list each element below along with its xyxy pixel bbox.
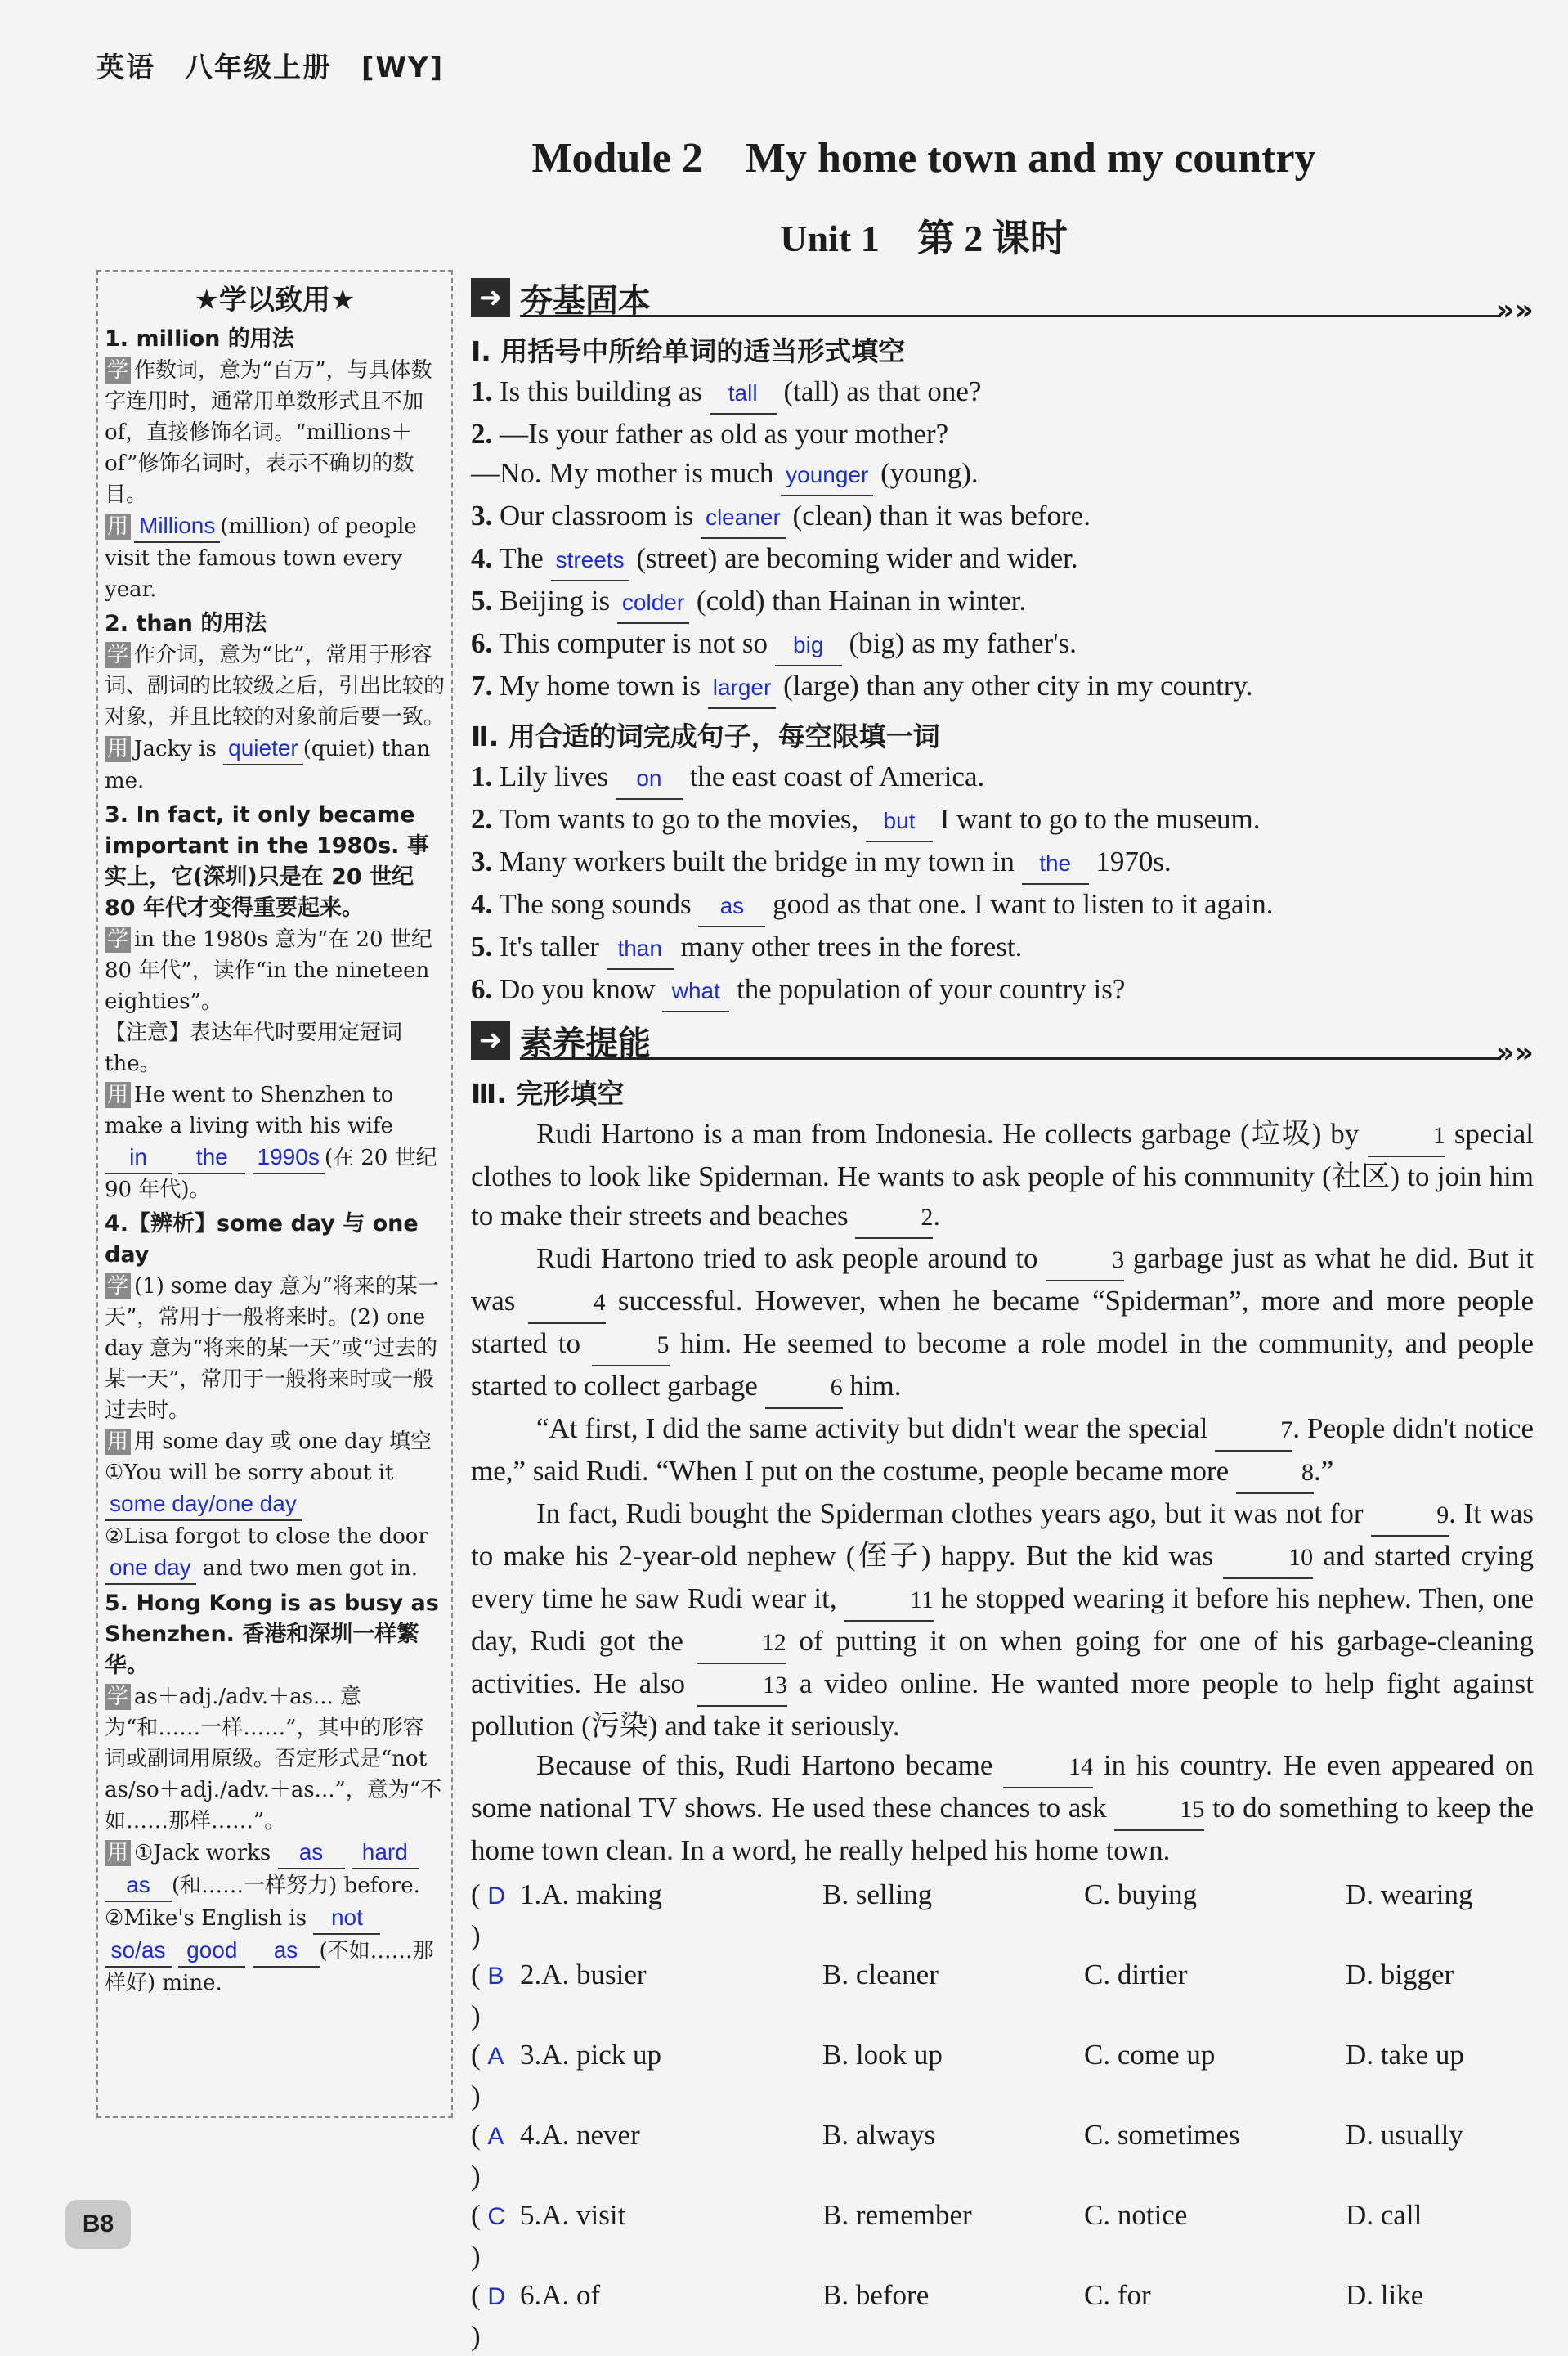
question-number: 5.: [471, 931, 493, 963]
exercise-list: [471, 372, 1534, 709]
choice-option-b: B. before: [822, 2279, 930, 2311]
cloze-blank: 12: [697, 1623, 786, 1664]
answer-text: one day: [105, 1552, 196, 1585]
question-text: —Is your father as old as your mother?: [500, 418, 949, 450]
choice-option-b: B. selling: [822, 1878, 933, 1910]
section-bar: [471, 1017, 1534, 1070]
answer-text: cleaner: [701, 498, 786, 539]
use-tag: 用: [105, 736, 131, 762]
question-text: (tall) as that one?: [783, 375, 982, 407]
use-tag: 用: [105, 1429, 131, 1455]
question-number: 3.: [471, 846, 493, 877]
choice-option-c: C. dirtier: [1084, 1959, 1188, 1990]
answer-text: 1990s: [253, 1142, 325, 1174]
question-text: Beijing is: [500, 585, 611, 617]
choice-option-b: B. remember: [822, 2199, 972, 2231]
sidebar-explanation: as＋adj./adv.＋as... 意为“和……一样……”，其中的形容词或副词用原级。否定形式是“not as/so＋adj./adv.＋as...”，意为“不如……那样……”。: [105, 1685, 442, 1833]
answer-text: but: [866, 801, 933, 842]
book-header: 英语 八年级上册 [WY]: [96, 52, 445, 84]
question-row: [471, 372, 1534, 415]
choice-option-c: C. notice: [1084, 2199, 1188, 2231]
section-bar: [471, 275, 1534, 327]
question-number: 4.: [471, 542, 493, 574]
choice-option-a: A. busier: [541, 1959, 647, 1990]
passage-paragraph: Rudi Hartono is a man from Indonesia. He collects garbage (垃圾) by 1 special clothes to look like Spiderman. He wants to ask people of his community (社区) to join him to make their streets and beaches 2.: [471, 1115, 1534, 1239]
question-row: [471, 885, 1534, 927]
sidebar-exercise: ②Mike's English is: [105, 1906, 307, 1931]
question-number: 1.: [471, 761, 493, 792]
cloze-blank: 15: [1114, 1790, 1204, 1831]
answer-text: as: [105, 1869, 172, 1902]
answer-text: as: [253, 1935, 320, 1968]
question-number: 5.: [471, 585, 493, 617]
sidebar-item-head: 3. In fact, it only became important in the 1980s. 事实上，它(深圳)只是在 20 世纪 80 年代才变得重要起来。: [105, 802, 429, 921]
question-row: [471, 415, 1534, 454]
choice-option-b: B. look up: [822, 2039, 943, 2071]
choice-option: [520, 2196, 822, 2276]
question-number: 6.: [471, 627, 493, 659]
choice-answer: ( A ): [471, 2039, 504, 2111]
exercise-list: [471, 757, 1534, 1012]
exercise-title: Ⅲ. 完形填空: [471, 1078, 625, 1110]
page-number: B8: [65, 2200, 131, 2249]
cloze-blank: 2: [855, 1198, 933, 1239]
question-row: [471, 927, 1534, 970]
choice-answer: ( B ): [471, 1959, 504, 2031]
passage-paragraph: In fact, Rudi bought the Spiderman clothes years ago, but it was not for 9. It was to make his 2-year-old nephew (侄子) happy. But the kid was 10 and started crying every time he saw Rudi wear it, 11 he stopped wearing it before his nephew. Then, one day, Rudi got the 12 of putting it on when going for one of his garbage-cleaning activities. He also 13 a video online. He wanted more people to help fight against pollution (污染) and take it seriously.: [471, 1497, 1534, 1742]
choice-option-d: D. like: [1346, 2279, 1424, 2311]
choice-number: 1.: [520, 1878, 542, 1910]
sidebar-item-head: 1. million 的用法: [105, 326, 294, 352]
sidebar-exercise: ②Lisa forgot to close the door: [105, 1524, 428, 1549]
question-row: [471, 624, 1534, 666]
choice-option-d: D. wearing: [1346, 1878, 1473, 1910]
answer-text: larger: [708, 668, 777, 709]
sidebar-note: 【注意】表达年代时要用定冠词 the。: [105, 1021, 403, 1076]
choice-option-a: A. never: [541, 2119, 640, 2151]
sidebar-exercise: and two men got in.: [202, 1556, 419, 1581]
use-tag: 用: [105, 1082, 131, 1108]
choice-option-c: C. sometimes: [1084, 2119, 1240, 2151]
choice-row: [471, 2276, 1534, 2356]
choice-number: 4.: [520, 2119, 542, 2151]
section-bar-title: 素养提能: [520, 1025, 651, 1062]
choice-answer: ( C ): [471, 2199, 506, 2272]
sidebar-explanation: 作数词，意为“百万”，与具体数字连用时，通常用单数形式且不加 of，直接修饰名词。“millions＋of”修饰名词时，表示不确切的数目。: [105, 358, 432, 507]
choice-option-c: C. buying: [1084, 1878, 1198, 1910]
arrow-icon: ➜: [471, 278, 510, 317]
choice-option-a: A. pick up: [541, 2039, 662, 2071]
cloze-blank: 8: [1236, 1453, 1314, 1494]
choice-row: [471, 2116, 1534, 2196]
sidebar-item: [105, 1209, 445, 1585]
learn-tag: 学: [105, 357, 131, 384]
question-row: [471, 970, 1534, 1012]
answer-text: quieter: [223, 733, 303, 765]
question-text: —No. My mother is much: [471, 457, 774, 489]
sidebar-item: [105, 800, 445, 1205]
learn-tag: 学: [105, 1273, 131, 1299]
question-text: The song sounds: [499, 888, 692, 920]
sidebar-exercise: (million) of people visit the famous town every year.: [105, 514, 417, 602]
answer-text: good: [178, 1935, 245, 1968]
question-text: The: [499, 542, 544, 574]
sidebar-exercise: ①Jack works: [134, 1841, 271, 1865]
passage-paragraph: Because of this, Rudi Hartono became 14 in his country. He even appeared on some national TV shows. He used these chances to ask 15 to do something to keep the home town clean. In a word, he really helped his home town.: [471, 1749, 1534, 1866]
choice-number: 6.: [520, 2279, 542, 2311]
question-row: [471, 496, 1534, 539]
chosen-answer: A: [487, 2123, 504, 2150]
cloze-blank: 7: [1215, 1411, 1292, 1452]
question-text: Many workers built the bridge in my town in: [500, 846, 1015, 877]
choice-option: [520, 2035, 822, 2116]
answer-text: than: [607, 929, 674, 970]
choice-answer: ( D ): [471, 2279, 506, 2352]
answer-text: the: [178, 1142, 245, 1174]
passage-paragraph: Rudi Hartono tried to ask people around to 3 garbage just as what he did. But it was 4 successful. However, when he became “Spiderman”, more and more people started to 5 him. He seemed to become a role model in the community, and people started to collect garbage 6 him.: [471, 1239, 1534, 1409]
choice-option-c: C. come up: [1084, 2039, 1216, 2071]
cloze-blank: 11: [844, 1581, 934, 1622]
cloze-blank: 13: [697, 1666, 787, 1707]
choice-answer: ( A ): [471, 2119, 504, 2192]
sidebar-exercise: He went to Shenzhen to make a living with his wife: [105, 1083, 394, 1138]
choice-list: [471, 1875, 1534, 2356]
sidebar-heading: ★学以致用★: [194, 284, 356, 316]
question-number: 3.: [471, 500, 493, 532]
cloze-blank: 14: [1003, 1748, 1093, 1788]
choice-option-b: B. cleaner: [822, 1959, 939, 1990]
question-text: My home town is: [500, 670, 701, 702]
choice-row: [471, 2035, 1534, 2116]
passage-paragraph: “At first, I did the same activity but didn't wear the special 7. People didn't notice me,” said Rudi. “When I put on the costume, people became more 8.”: [471, 1409, 1534, 1494]
answer-text: what: [662, 972, 729, 1012]
choice-number: 5.: [520, 2199, 542, 2231]
answer-text: some day/one day: [105, 1488, 302, 1521]
question-text: the population of your country is?: [737, 973, 1126, 1005]
question-row: [471, 581, 1534, 624]
choice-option-c: C. for: [1084, 2279, 1151, 2311]
question-number: 4.: [471, 888, 493, 920]
sidebar-exercise: (不如……那样好) mine.: [105, 1939, 434, 1995]
question-text: the east coast of America.: [689, 761, 985, 792]
learn-tag: 学: [105, 642, 131, 668]
question-row: [471, 454, 1534, 496]
chosen-answer: D: [487, 2283, 506, 2310]
question-row: [471, 800, 1534, 842]
answer-text: so/as: [105, 1935, 172, 1968]
choice-row: [471, 1875, 1534, 1955]
sidebar-item-head: 4.【辨析】some day 与 one day: [105, 1211, 419, 1268]
answer-text: colder: [617, 583, 689, 624]
question-text: good as that one. I want to listen to it again.: [773, 888, 1274, 920]
question-text: (young).: [880, 457, 979, 489]
question-text: (cold) than Hainan in winter.: [696, 585, 1027, 617]
answer-text: big: [775, 626, 842, 666]
choice-option: [520, 2116, 822, 2196]
choice-number: 3.: [520, 2039, 542, 2071]
cloze-blank: 3: [1046, 1241, 1124, 1281]
choice-option-d: D. bigger: [1346, 1959, 1454, 1990]
chosen-answer: D: [487, 1883, 506, 1909]
question-number: 1.: [471, 375, 493, 407]
sidebar-item-head: 2. than 的用法: [105, 611, 267, 636]
unit-title: Unit 1 第 2 课时: [780, 218, 1068, 259]
cloze-blank: 1: [1368, 1116, 1445, 1157]
sidebar-exercise: 用 some day 或 one day 填空: [134, 1429, 432, 1454]
choice-number: 2.: [520, 1959, 542, 1990]
question-number: 7.: [471, 670, 493, 702]
cloze-blank: 6: [765, 1368, 843, 1409]
choice-option: [520, 1875, 822, 1955]
sidebar-explanation: 作介词，意为“比”，常用于形容词、副词的比较级之后，引出比较的对象，并且比较的对象前后要一致。: [105, 643, 446, 729]
choice-row: [471, 1955, 1534, 2035]
chosen-answer: C: [487, 2203, 506, 2230]
module-title: Module 2 My home town and my country: [531, 135, 1316, 182]
sidebar-item-head: 5. Hong Kong is as busy as Shenzhen. 香港和深圳一样繁华。: [105, 1591, 439, 1678]
answer-text: on: [616, 759, 683, 800]
question-text: Do you know: [500, 973, 656, 1005]
main-exercises: [471, 270, 1534, 2356]
question-text: (street) are becoming wider and wider.: [636, 542, 1078, 574]
question-text: (clean) than it was before.: [792, 500, 1091, 532]
chosen-answer: A: [487, 2043, 504, 2070]
answer-text: not: [313, 1902, 380, 1935]
question-row: [471, 539, 1534, 581]
question-text: (large) than any other city in my country.: [783, 670, 1253, 702]
use-tag: 用: [105, 514, 131, 540]
arrow-icon: ➜: [471, 1021, 510, 1060]
sidebar-explanation: in the 1980s 意为“在 20 世纪 80 年代”，读作“in the nineteen eighties”。: [105, 927, 432, 1014]
answer-text: Millions: [134, 510, 220, 543]
sidebar-explanation: (1) some day 意为“将来的某一天”，常用于一般将来时。(2) one day 意为“将来的某一天”或“过去的某一天”，常用于一般将来时或一般过去时。: [105, 1274, 439, 1423]
cloze-blank: 9: [1371, 1496, 1449, 1537]
answer-text: in: [105, 1142, 172, 1174]
cloze-blank: 10: [1223, 1538, 1313, 1579]
exercise-title: Ⅱ. 用合适的词完成句子，每空限填一词: [471, 720, 940, 752]
cloze-passage: [471, 1115, 1534, 1870]
use-tag: 用: [105, 1840, 131, 1866]
choice-answer: ( D ): [471, 1878, 506, 1951]
question-row: [471, 757, 1534, 800]
answer-text: as: [278, 1837, 345, 1869]
choice-option-d: D. call: [1346, 2199, 1422, 2231]
choice-option-a: A. of: [541, 2279, 601, 2311]
choice-option-a: A. visit: [541, 2199, 626, 2231]
chevrons-icon: »»: [1495, 1036, 1534, 1070]
divider: [520, 1057, 1501, 1060]
sidebar-exercise: ①You will be sorry about it: [105, 1461, 394, 1485]
sidebar-item: [105, 1588, 445, 1999]
sidebar-item: [105, 324, 445, 605]
question-number: 6.: [471, 973, 493, 1005]
cloze-blank: 5: [592, 1326, 670, 1366]
question-text: It's taller: [500, 931, 599, 963]
section-bar-title: 夯基固本: [520, 282, 651, 320]
question-text: 1970s.: [1095, 846, 1172, 877]
question-text: Is this building as: [500, 375, 702, 407]
chevrons-icon: »»: [1495, 294, 1534, 327]
question-text: This computer is not so: [499, 627, 768, 659]
learn-tag: 学: [105, 1684, 131, 1710]
answer-text: younger: [781, 455, 873, 496]
question-text: (big) as my father's.: [849, 627, 1077, 659]
choice-option-b: B. always: [822, 2119, 936, 2151]
choice-row: [471, 2196, 1534, 2276]
sidebar-exercise: Jacky is: [134, 737, 217, 761]
study-sidebar: [96, 270, 453, 2118]
question-text: Our classroom is: [500, 500, 694, 532]
question-number: 2.: [471, 803, 493, 835]
question-number: 2.: [471, 418, 493, 450]
question-row: [471, 842, 1534, 885]
answer-text: the: [1022, 844, 1089, 885]
exercise-title: Ⅰ. 用括号中所给单词的适当形式填空: [471, 335, 906, 367]
answer-text: tall: [710, 374, 777, 415]
choice-option: [520, 1955, 822, 2035]
question-text: Tom wants to go to the movies,: [499, 803, 859, 835]
divider: [520, 315, 1501, 317]
answer-text: hard: [352, 1837, 419, 1869]
cloze-blank: 4: [528, 1283, 606, 1324]
sidebar-item: [105, 608, 445, 797]
sidebar-exercise: (和……一样努力) before.: [172, 1874, 420, 1898]
question-text: many other trees in the forest.: [680, 931, 1023, 963]
question-row: [471, 666, 1534, 709]
answer-text: streets: [551, 541, 629, 581]
choice-option-d: D. usually: [1346, 2119, 1463, 2151]
question-text: I want to go to the museum.: [939, 803, 1261, 835]
sidebar-exercise: (quiet) than me.: [105, 737, 431, 793]
choice-option: [520, 2276, 822, 2356]
question-text: Lily lives: [500, 761, 609, 792]
choice-option-d: D. take up: [1346, 2039, 1464, 2071]
sidebar-exercise: (在 20 世纪 90 年代)。: [105, 1146, 437, 1202]
choice-option-a: A. making: [541, 1878, 663, 1910]
answer-text: as: [698, 886, 765, 927]
learn-tag: 学: [105, 927, 131, 953]
chosen-answer: B: [487, 1963, 504, 1990]
